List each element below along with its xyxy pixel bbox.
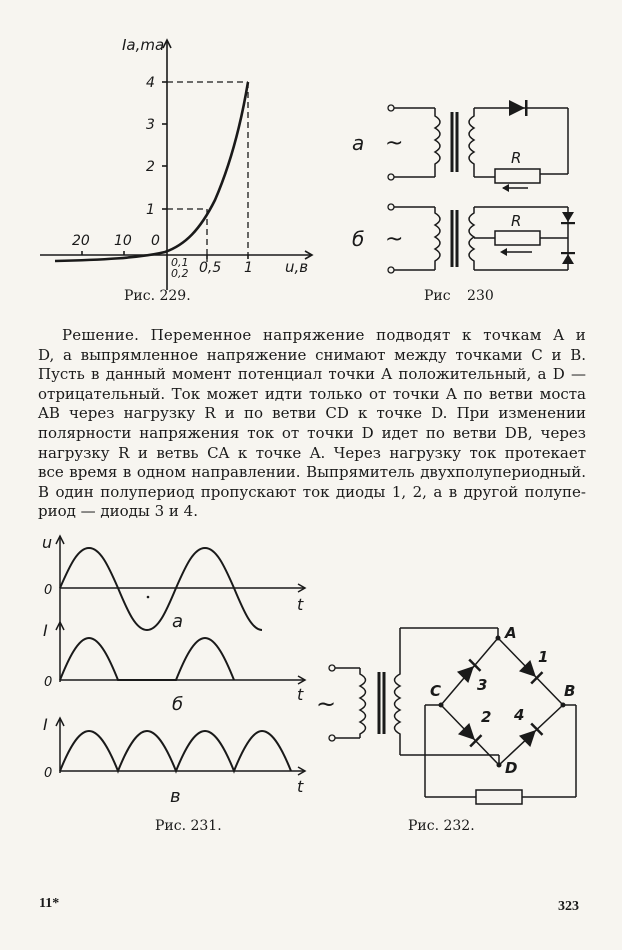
text-line: D, а выпрямленное напряжение снимают между точками C и B. — [38, 345, 586, 364]
fig231-b-zero: 0 — [44, 675, 53, 690]
fig230-label-a: а — [352, 131, 365, 155]
fig230-caption: Рис 230 — [424, 288, 494, 304]
text-line: Решение. Переменное напряжение подводят к точкам A и — [62, 326, 586, 344]
fig231-b-tag: б — [172, 694, 184, 715]
fig231-a-ylabel: u — [42, 533, 53, 552]
fig231-caption: Рис. 231. — [155, 818, 222, 834]
text-line: полярности напряжения ток от точки D идет по ветви DB, через — [38, 423, 586, 442]
fig229-xtick-02: 0,2 — [171, 267, 189, 280]
fig229-xtick-20: 20 — [72, 233, 90, 249]
fig229-xtick-05: 0,5 — [199, 260, 222, 276]
fig231-a-t: t — [297, 595, 304, 614]
fig232-diode-label-3: 3 — [477, 676, 488, 694]
fig229-caption: Рис. 229. — [124, 288, 191, 304]
fig231-b-ylabel: I — [43, 621, 48, 640]
fig231-c-zero: 0 — [44, 766, 53, 781]
page-number: 323 — [558, 899, 579, 914]
fig232-node-C: C — [430, 682, 442, 700]
fig231-c-t: t — [297, 777, 304, 796]
fig232-node-A: A — [505, 624, 517, 642]
text-line: AB через нагрузку R и по ветви CD к точке D. При изменении — [38, 404, 586, 423]
fig232-diode-label-2: 2 — [481, 708, 492, 726]
fig229-ytick-4: 4 — [146, 75, 155, 91]
fig231-c-ylabel: I — [43, 715, 48, 734]
fig231-a-tag: а — [172, 611, 184, 632]
fig229-xtick-1: 1 — [244, 260, 253, 276]
fig232-caption: Рис. 232. — [408, 818, 475, 834]
fig229-xtick-10: 10 — [114, 233, 132, 249]
fig231-b-t: t — [297, 685, 304, 704]
fig229-y-label: Ia,ma — [122, 36, 165, 54]
fig232-diode-label-1: 1 — [538, 648, 549, 666]
fig230-tilde-b: ~ — [385, 227, 404, 252]
signature-mark: 11* — [39, 896, 60, 911]
fig229-ytick-3: 3 — [146, 117, 155, 133]
fig229-x-label: u,в — [285, 258, 309, 276]
text-line: В один полупериод пропускают ток диоды 1, 2, а в другой полупе- — [38, 482, 586, 501]
fig232-node-D: D — [505, 759, 518, 777]
fig230-label-b: б — [352, 227, 365, 251]
text-line: отрицательный. Ток может идти только от точки A по ветви моста — [38, 384, 586, 403]
fig229-xtick-01: 0,1 — [171, 256, 189, 269]
fig232-tilde: ~ — [316, 690, 337, 718]
fig230-tilde-a: ~ — [385, 131, 404, 156]
fig229-ytick-2: 2 — [146, 159, 155, 175]
fig232-node-B: B — [564, 682, 576, 700]
fig231-a-zero: 0 — [44, 583, 53, 598]
fig231-c-tag: в — [170, 786, 181, 807]
text-line: все время в одном направлении. Выпрямитель двухполупериодный. — [38, 463, 586, 482]
fig232-diode-label-4: 4 — [514, 706, 525, 724]
fig230-r-top: R — [511, 149, 522, 167]
fig229-xtick-0: 0 — [151, 233, 160, 249]
text-line: Пусть в данный момент потенциал точки A положительный, а D — — [38, 365, 586, 384]
text-line: риод — диоды 3 и 4. — [38, 502, 198, 521]
fig230-r-bottom: R — [511, 212, 522, 230]
fig229-ytick-1: 1 — [146, 202, 155, 218]
text-line: нагрузку R и ветвь CA к точке A. Через нагрузку ток протекает — [38, 443, 586, 462]
